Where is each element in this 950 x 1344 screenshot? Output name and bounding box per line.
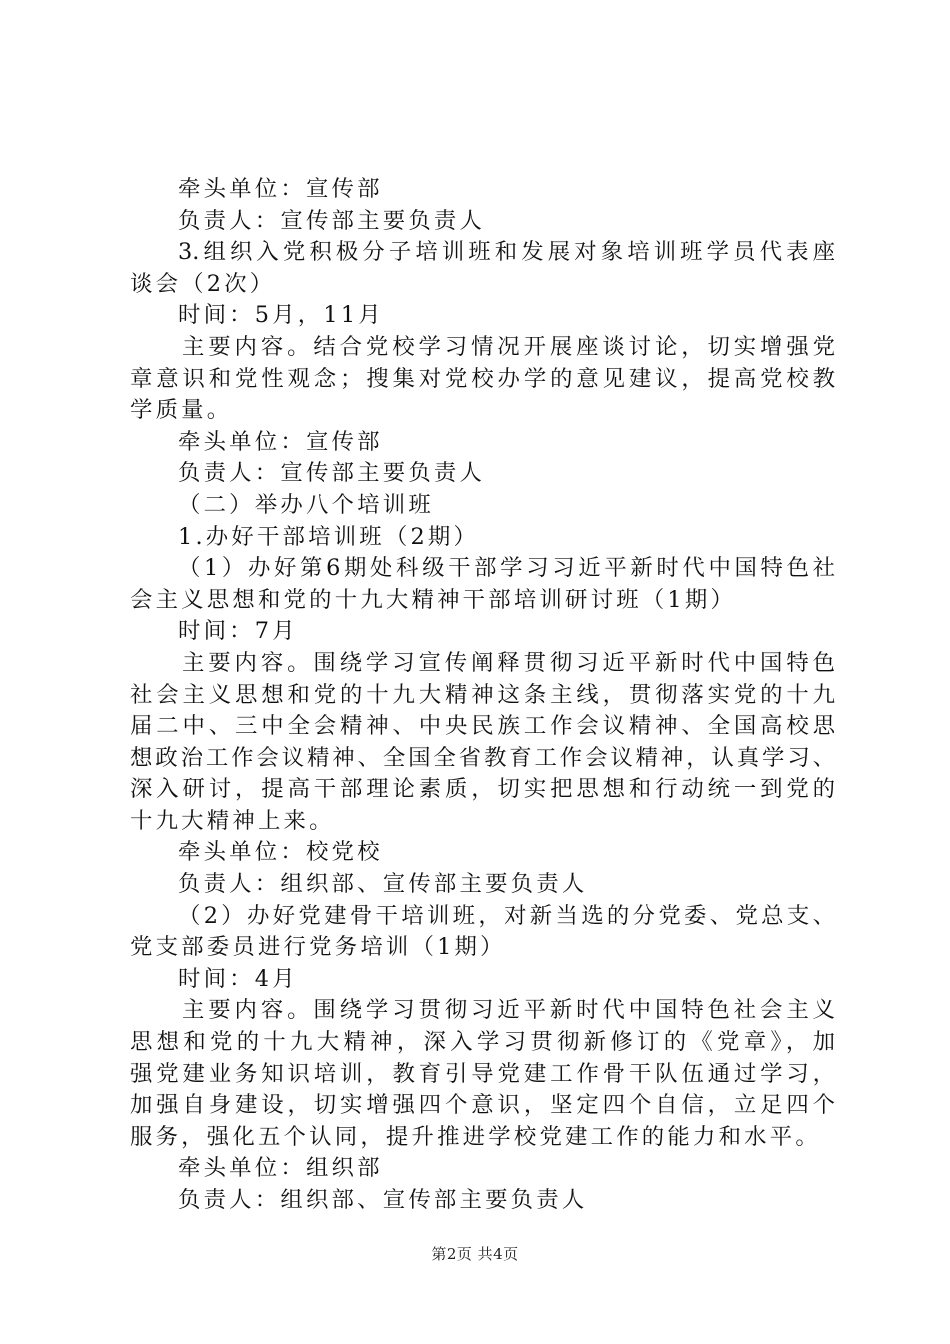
time-line: 时间：5月，11月: [178, 302, 384, 329]
main-content-line: 届二中、三中全会精神、中央民族工作会议精神、全国高校思: [130, 713, 835, 740]
subsection-heading: （二）举办八个培训班: [178, 491, 434, 518]
main-content-line: 服务，强化五个认同，提升推进学校党建工作的能力和水平。: [130, 1123, 821, 1150]
lead-unit-line: 牵头单位：组织部: [178, 1155, 383, 1182]
main-content-line: 章意识和党性观念；搜集对党校办学的意见建议，提高党校教: [130, 365, 835, 392]
item-subheading-line: （1）办好第6期处科级干部学习习近平新时代中国特色社: [178, 555, 835, 582]
main-content-line: 主要内容。围绕学习贯彻习近平新时代中国特色社会主义: [182, 997, 835, 1024]
lead-unit-line: 牵头单位：宣传部: [178, 176, 383, 202]
main-content-line: 加强自身建设，切实增强四个意识，坚定四个自信，立足四个: [130, 1092, 835, 1119]
responsible-person-line: 负责人：宣传部主要负责人: [178, 460, 486, 487]
main-content-line: 社会主义思想和党的十九大精神这条主线，贯彻落实党的十九: [130, 681, 835, 708]
responsible-person-line: 负责人：组织部、宣传部主要负责人: [178, 871, 588, 898]
responsible-person-line: 负责人：宣传部主要负责人: [178, 207, 486, 234]
section-heading-line: 3.组织入党积极分子培训班和发展对象培训班学员代表座: [178, 239, 835, 266]
item-subheading-continuation: 会主义思想和党的十九大精神干部培训研讨班（1期）: [130, 586, 737, 613]
main-content-line: 思想和党的十九大精神，深入学习贯彻新修订的《党章》，加: [130, 1029, 835, 1056]
main-content-line: 十九大精神上来。: [130, 807, 335, 834]
time-line: 时间：7月: [178, 618, 298, 645]
main-content-line: 主要内容。围绕学习宣传阐释贯彻习近平新时代中国特色: [182, 649, 835, 676]
item-subheading-continuation: 党支部委员进行党务培训（1期）: [130, 934, 506, 961]
lead-unit-line: 牵头单位：宣传部: [178, 428, 383, 455]
main-content-line: 学质量。: [130, 397, 233, 424]
lead-unit-line: 牵头单位：校党校: [178, 839, 383, 866]
time-line: 时间：4月: [178, 965, 298, 992]
main-content-line: 想政治工作会议精神、全国全省教育工作会议精神，认真学习、: [130, 744, 835, 771]
item-heading: 1.办好干部培训班（2期）: [178, 523, 480, 550]
main-content-line: 强党建业务知识培训，教育引导党建工作骨干队伍通过学习，: [130, 1060, 835, 1087]
main-content-line: 主要内容。结合党校学习情况开展座谈讨论，切实增强党: [182, 333, 835, 360]
page-number-footer: 第2页 共4页: [431, 1245, 519, 1263]
section-heading-continuation: 谈会（2次）: [130, 270, 276, 297]
responsible-person-line: 负责人：组织部、宣传部主要负责人: [178, 1187, 588, 1213]
item-subheading-line: （2）办好党建骨干培训班，对新当选的分党委、党总支、: [178, 902, 835, 929]
document-body: [130, 174, 835, 1217]
main-content-line: 深入研讨，提高干部理论素质，切实把思想和行动统一到党的: [130, 776, 835, 803]
